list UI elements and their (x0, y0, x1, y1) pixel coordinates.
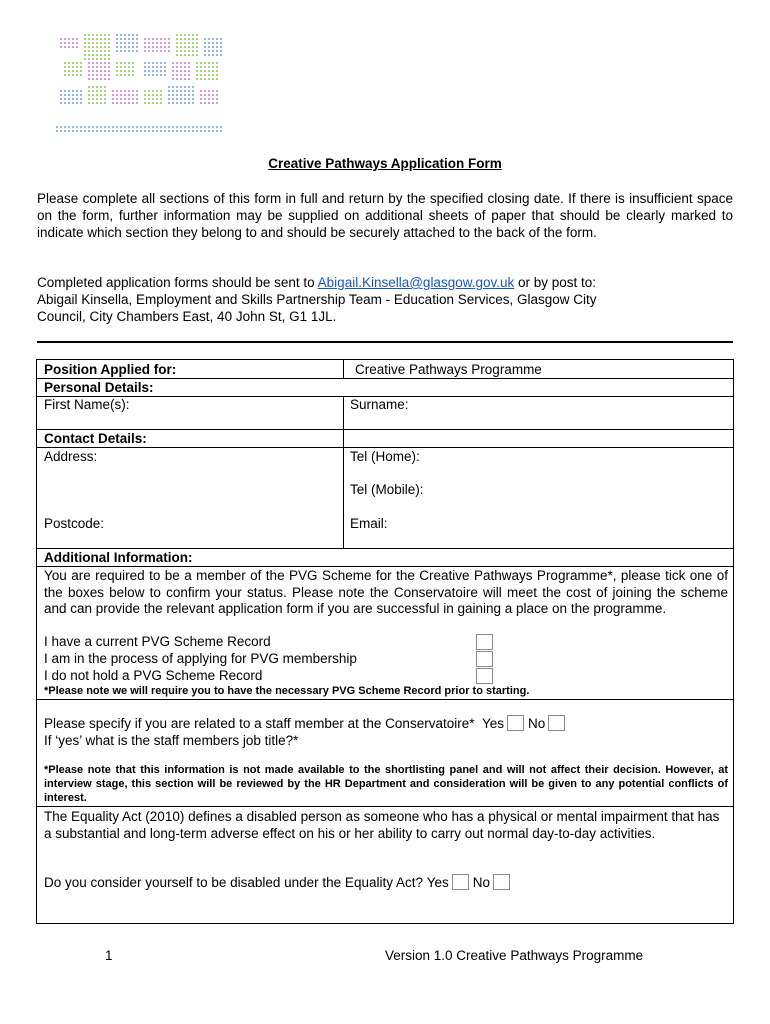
row-divider (37, 566, 733, 567)
submission-suffix: or by post to: (514, 275, 597, 290)
intro-paragraph: Please complete all sections of this form in full and return by the specified closing date. If there is insufficient space on the form, further information may be supplied on additional sheets of paper that should be clearly marked to indicate which section they belong to and should be securely attached to the back of the form. (37, 191, 733, 240)
section-divider (37, 341, 733, 343)
row-divider (37, 548, 733, 549)
postcode-label: Postcode: (44, 516, 105, 531)
pvg-applying-checkbox[interactable] (476, 651, 493, 667)
additional-info-heading: Additional Information: (44, 550, 193, 565)
equality-act-text: The Equality Act (2010) defines a disabled person as someone who has a physical or mental impairment that has a substantial and long-term adverse effect on his or her ability to carry out normal day-to-day activities. (44, 809, 720, 841)
position-label: Position Applied for: (44, 362, 177, 377)
disabled-yes-checkbox[interactable] (452, 874, 469, 890)
address-label: Address: (44, 449, 98, 464)
pvg-current-checkbox[interactable] (476, 634, 493, 650)
personal-details-heading: Personal Details: (44, 380, 154, 395)
surname-label: Surname: (350, 397, 409, 412)
disabled-question-row (44, 874, 514, 891)
pvg-option-current: I have a current PVG Scheme Record (44, 634, 271, 649)
creative-pathways-logo (52, 30, 228, 142)
application-form-table (36, 359, 734, 924)
column-divider (343, 396, 344, 548)
row-divider (37, 429, 733, 430)
version-footer: Version 1.0 Creative Pathways Programme (385, 948, 644, 963)
related-yes-label: Yes (482, 716, 505, 731)
row-divider (37, 447, 733, 448)
pvg-option-applying: I am in the process of applying for PVG membership (44, 651, 357, 666)
related-job-title-question: If ‘yes’ what is the staff members job title?* (44, 733, 299, 748)
pvg-option-none: I do not hold a PVG Scheme Record (44, 668, 263, 683)
related-yes-checkbox[interactable] (507, 715, 524, 731)
contact-details-heading: Contact Details: (44, 431, 147, 446)
page-number: 1 (105, 948, 113, 963)
disabled-yes-label: Yes (426, 875, 449, 890)
first-name-label: First Name(s): (44, 397, 130, 412)
submission-prefix: Completed application forms should be sent to (37, 275, 318, 290)
tel-home-label: Tel (Home): (350, 449, 420, 464)
related-staff-question-row (44, 715, 569, 732)
position-value: Creative Pathways Programme (355, 362, 542, 377)
related-staff-note: *Please note that this information is not made available to the shortlisting panel and will not affect their decision. However, at interview stage, this section will be reviewed by the HR Department and consideration will be given to any potential conflicts of interest. (44, 764, 728, 804)
related-no-label: No (528, 716, 546, 731)
row-divider (37, 699, 733, 700)
postal-address-line-2: Council, City Chambers East, 40 John St, G1 1JL. (37, 309, 337, 324)
pvg-note: *Please note we will require you to have the necessary PVG Scheme Record prior to starting. (44, 685, 530, 697)
disabled-question: Do you consider yourself to be disabled under the Equality Act? (44, 875, 423, 890)
disabled-no-checkbox[interactable] (493, 874, 510, 890)
email-label: Email: (350, 516, 388, 531)
row-divider (37, 806, 733, 807)
pvg-none-checkbox[interactable] (476, 668, 493, 684)
submission-instructions (37, 274, 733, 325)
form-title: Creative Pathways Application Form (268, 156, 502, 171)
pvg-explanation: You are required to be a member of the PVG Scheme for the Creative Pathways Programme*, please tick one of the boxes below to confirm your status. Please note the Conservatoire will meet the cost of joining the scheme and can provide the relevant application form if you are successful in gaining a place on the programme. (44, 568, 728, 616)
contact-email-link[interactable]: Abigail.Kinsella@glasgow.gov.uk (317, 275, 515, 290)
tel-mobile-label: Tel (Mobile): (350, 482, 424, 497)
row-divider (37, 378, 733, 379)
postal-address-line-1: Abigail Kinsella, Employment and Skills Partnership Team - Education Services, Glasgow City (37, 292, 597, 307)
column-divider (343, 360, 344, 378)
related-no-checkbox[interactable] (548, 715, 565, 731)
related-staff-question: Please specify if you are related to a staff member at the Conservatoire* (44, 716, 475, 731)
disabled-no-label: No (472, 875, 491, 890)
